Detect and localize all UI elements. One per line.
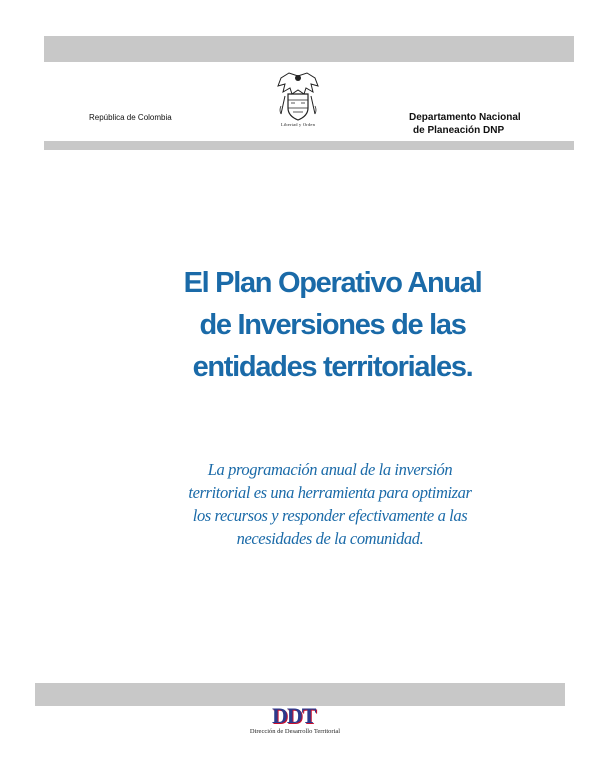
- subtitle-line: La programación anual de la inversión: [207, 460, 453, 479]
- subtitle-line: necesidades de la comunidad.: [236, 529, 424, 548]
- title-line: de Inversiones de las: [199, 309, 466, 341]
- ddt-logo: DDT: [272, 703, 316, 728]
- page-title: [120, 262, 545, 388]
- header-top-bar: [44, 36, 574, 62]
- subtitle: [150, 458, 510, 550]
- coat-of-arms-icon: [275, 70, 321, 130]
- subtitle-line: los recursos y responder efectivamente a las: [192, 506, 468, 525]
- header-bottom-bar: [44, 141, 574, 150]
- subtitle-line: territorial es una herramienta para optimizar: [188, 483, 472, 502]
- department-line-1: Departamento Nacional: [409, 112, 521, 123]
- title-line: entidades territoriales.: [192, 351, 473, 383]
- seal-motto: Libertad y Orden: [280, 122, 316, 127]
- ddt-caption: Dirección de Desarrollo Territorial: [249, 728, 341, 735]
- title-line: El Plan Operativo Anual: [183, 267, 482, 299]
- republic-label: República de Colombia: [89, 113, 172, 122]
- department-line-2: de Planeación DNP: [413, 125, 505, 136]
- department-label: [409, 111, 521, 137]
